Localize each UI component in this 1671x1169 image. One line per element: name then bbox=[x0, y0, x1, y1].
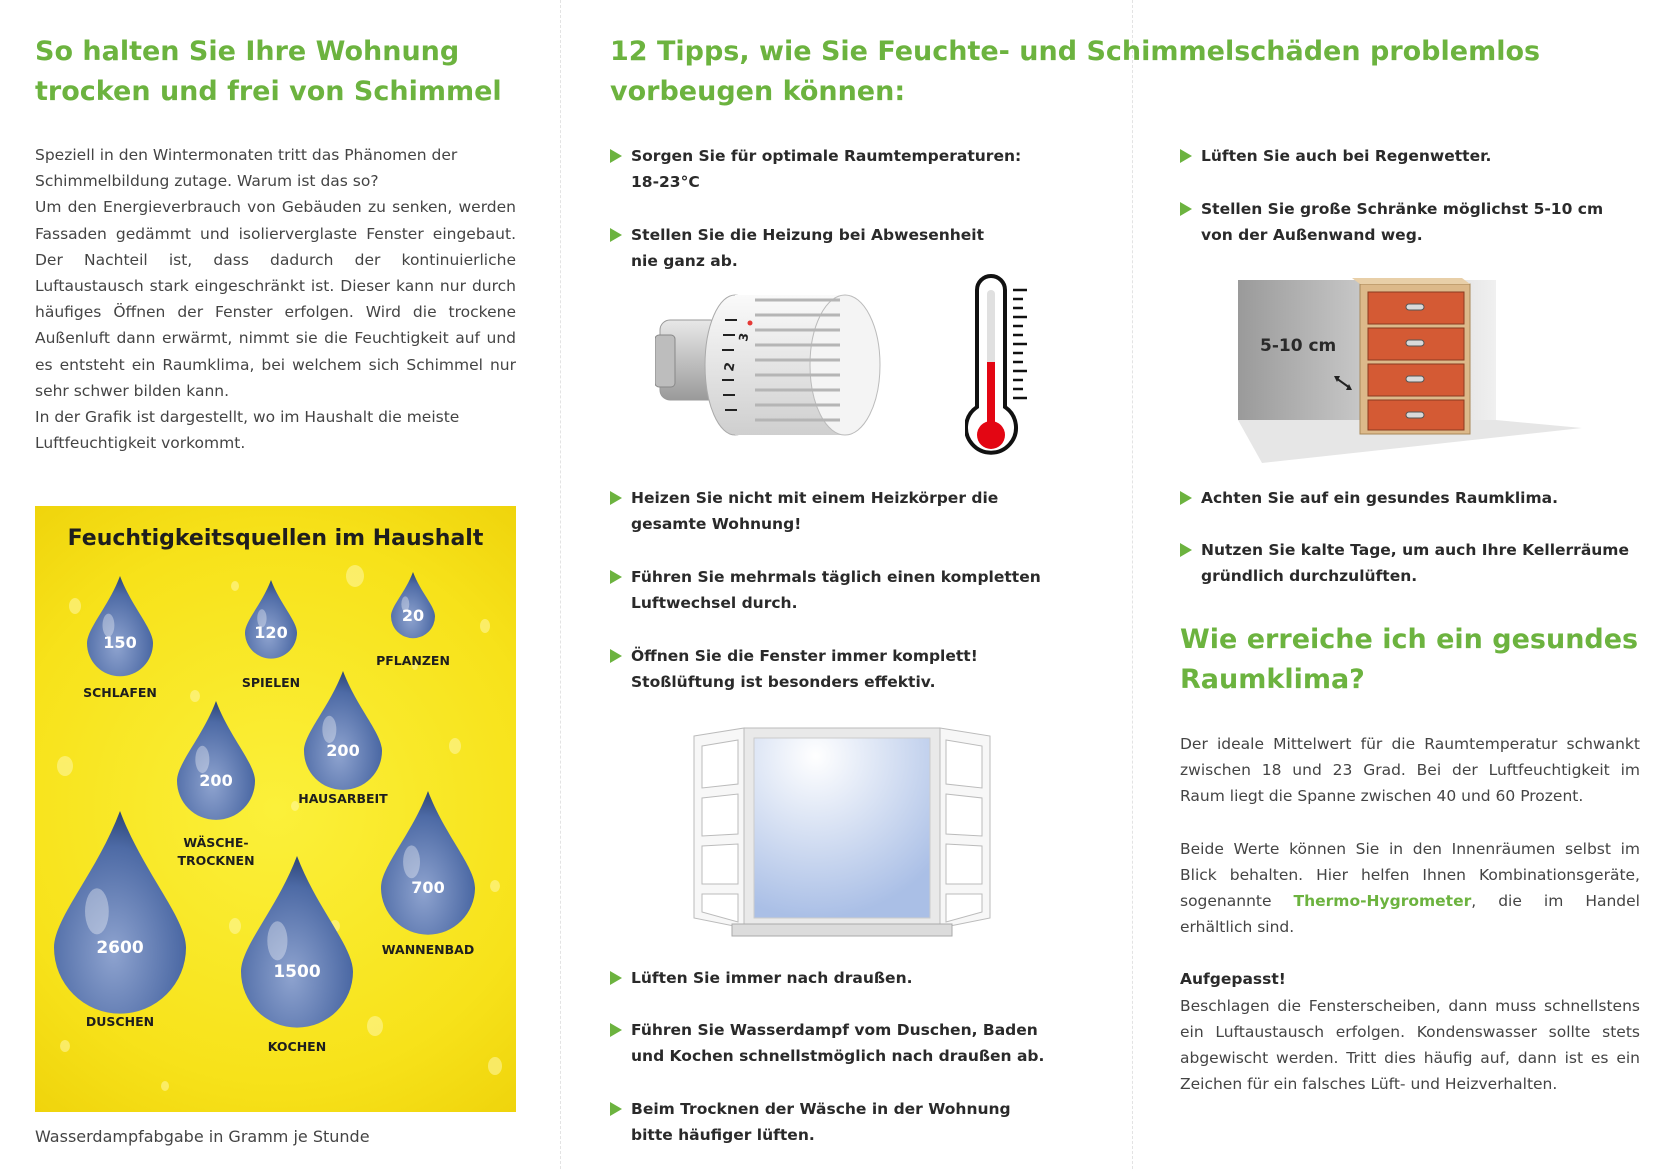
tip-text: Führen Sie Wasserdampf vom Duschen, Baden und Kochen schnellstmöglich nach draußen ab. bbox=[631, 1021, 1045, 1065]
drop-value: 200 bbox=[326, 740, 360, 760]
climate-text bbox=[1180, 731, 1640, 1097]
tip-text: Stellen Sie die Heizung bei Abwesenheit nie ganz ab. bbox=[631, 226, 985, 270]
water-drop-icon bbox=[52, 811, 188, 1016]
drop-label: HAUSARBEIT bbox=[298, 791, 388, 806]
water-drop bbox=[85, 576, 155, 678]
drop-value: 2600 bbox=[96, 937, 144, 958]
intro-text bbox=[35, 142, 516, 456]
water-drop bbox=[52, 811, 188, 1016]
tip-text: Heizen Sie nicht mit einem Heizkörper die gesamte Wohnung! bbox=[631, 489, 999, 533]
water-drop bbox=[379, 791, 477, 937]
drop-label: SPIELEN bbox=[241, 675, 301, 690]
bullet-arrow-icon bbox=[1180, 543, 1192, 557]
tip-text: Beim Trocknen der Wäsche in der Wohnung bitte häufiger lüften. bbox=[631, 1100, 1011, 1144]
tip-6 bbox=[610, 965, 1040, 991]
climate-paragraph-2-start: Beide Werte können Sie in den Innenräumen selbst im Blick behalten. Hier helfen Ihnen Kombinationsgeräte, sogenannte bbox=[1180, 839, 1640, 911]
tip-2 bbox=[610, 222, 1010, 274]
thermo-hygrometer-highlight: Thermo-Hygrometer bbox=[1293, 892, 1472, 911]
attention-title: Aufgepasst! bbox=[1180, 970, 1286, 989]
water-drop-icon bbox=[243, 580, 299, 661]
tip-5 bbox=[610, 643, 1040, 695]
bullet-arrow-icon bbox=[610, 228, 622, 242]
water-drop-icon bbox=[379, 791, 477, 937]
drop-value: 1500 bbox=[273, 961, 321, 982]
tip-11 bbox=[1180, 485, 1640, 511]
bullet-arrow-icon bbox=[1180, 202, 1192, 216]
climate-paragraph-2 bbox=[1180, 836, 1640, 941]
tips-heading: 12 Tipps, wie Sie Feuchte- und Schimmelschäden problemlos vorbeugen können: bbox=[610, 36, 1541, 107]
bullet-arrow-icon bbox=[610, 149, 622, 163]
tip-8 bbox=[610, 1096, 1040, 1148]
drop-label: WANNENBAD bbox=[381, 942, 475, 957]
tip-text: Achten Sie auf ein gesundes Raumklima. bbox=[1201, 489, 1558, 507]
tip-text: Lüften Sie immer nach draußen. bbox=[631, 969, 913, 987]
tip-7 bbox=[610, 1017, 1060, 1069]
cabinet-distance-illustration bbox=[1230, 278, 1590, 463]
water-drop bbox=[243, 580, 299, 661]
bullet-arrow-icon bbox=[1180, 149, 1192, 163]
bullet-arrow-icon bbox=[1180, 491, 1192, 505]
tip-text: Sorgen Sie für optimale Raumtemperaturen: 18-23°C bbox=[631, 147, 1022, 191]
climate-paragraph-1: Der ideale Mittelwert für die Raumtemperatur schwankt zwischen 18 und 23 Grad. Bei der Luftfeuchtigkeit im Raum liegt die Spanne zwischen 40 und 60 Prozent. bbox=[1180, 735, 1640, 806]
column-divider-right bbox=[1132, 0, 1133, 1169]
drop-value: 20 bbox=[401, 606, 425, 626]
tip-4 bbox=[610, 564, 1060, 616]
water-drop bbox=[175, 701, 257, 822]
attention-text: Beschlagen die Fensterscheiben, dann muss schnellstens ein Luftaustausch erfolgen. Kondenswasser sollte stets abgewischt werden. Tritt dies häufig auf, dann ist es ein Zeichen für ein falsches Lüft- und Heizverhalten. bbox=[1180, 996, 1640, 1094]
thermostat-mark-3: 3 bbox=[736, 331, 752, 343]
thermometer-illustration bbox=[965, 272, 1035, 467]
water-drop-icon bbox=[175, 701, 257, 822]
cabinet-distance-label: 5-10 cm bbox=[1260, 336, 1337, 356]
water-drop-icon bbox=[239, 856, 355, 1030]
poster-caption: Wasserdampfabgabe in Gramm je Stunde bbox=[35, 1127, 370, 1146]
tip-9 bbox=[1180, 143, 1640, 169]
drop-value: 700 bbox=[411, 877, 445, 897]
left-heading: So halten Sie Ihre Wohnung trocken und frei von Schimmel bbox=[35, 36, 502, 107]
drop-value: 200 bbox=[199, 770, 233, 790]
column-divider-left bbox=[560, 0, 561, 1169]
water-drop bbox=[302, 671, 384, 792]
tip-text: Führen Sie mehrmals täglich einen kompletten Luftwechsel durch. bbox=[631, 568, 1041, 612]
bullet-arrow-icon bbox=[610, 971, 622, 985]
water-drop bbox=[239, 856, 355, 1030]
drop-label: KOCHEN bbox=[267, 1039, 327, 1054]
drop-label: PFLANZEN bbox=[376, 653, 450, 668]
poster-title: Feuchtigkeitsquellen im Haushalt bbox=[67, 526, 484, 551]
bullet-arrow-icon bbox=[610, 570, 622, 584]
bullet-arrow-icon bbox=[610, 1023, 622, 1037]
tip-10 bbox=[1180, 196, 1630, 248]
thermostat-valve-illustration bbox=[655, 290, 885, 460]
moisture-sources-poster bbox=[35, 506, 516, 1112]
tip-3 bbox=[610, 485, 1040, 537]
drop-label: SCHLAFEN bbox=[83, 685, 157, 700]
intro-paragraph-3: In der Grafik ist dargestellt, wo im Haushalt die meiste Luftfeuchtigkeit vorkommt. bbox=[35, 408, 460, 453]
tip-text: Öffnen Sie die Fenster immer komplett! Stoßlüftung ist besonders effektiv. bbox=[631, 647, 978, 691]
climate-paragraph-2-end: , die im Handel erhältlich sind. bbox=[1180, 892, 1640, 937]
water-drop-icon bbox=[85, 576, 155, 678]
thermostat-mark-2: 2 bbox=[722, 361, 739, 373]
intro-paragraph-1: Speziell in den Wintermonaten tritt das Phänomen der Schimmelbildung zutage. Warum ist das so? bbox=[35, 146, 458, 191]
tip-12 bbox=[1180, 537, 1640, 589]
drop-value: 120 bbox=[254, 622, 288, 642]
tip-text: Lüften Sie auch bei Regenwetter. bbox=[1201, 147, 1492, 165]
drop-label: DUSCHEN bbox=[85, 1014, 155, 1029]
drop-label: WÄSCHE- TROCKNEN bbox=[177, 835, 255, 868]
tip-text: Nutzen Sie kalte Tage, um auch Ihre Kellerräume gründlich durchzulüften. bbox=[1201, 541, 1629, 585]
bullet-arrow-icon bbox=[610, 491, 622, 505]
tip-text: Stellen Sie große Schränke möglichst 5-10 cm von der Außenwand weg. bbox=[1201, 200, 1604, 244]
intro-paragraph-2: Um den Energieverbrauch von Gebäuden zu senken, werden Fassaden gedämmt und isolierverglaste Fenster eingebaut. Der Nachteil ist, dass dadurch der kontinuierliche Luftaustausch stark eingeschränkt ist. Dieser kann nur durch häufiges Öffnen der Fenster erfolgen. Wird die trockene Außenluft dann erwärmt, nimmt sie die Feuchtigkeit auf und es entsteht ein Raumklima, bei welchem sich Schimmel nur sehr schwer bilden kann. bbox=[35, 198, 516, 400]
open-window-illustration bbox=[692, 726, 992, 941]
tip-1 bbox=[610, 143, 1040, 195]
climate-heading: Wie erreiche ich ein gesundes Raumklima? bbox=[1180, 624, 1639, 695]
bullet-arrow-icon bbox=[610, 649, 622, 663]
bullet-arrow-icon bbox=[610, 1102, 622, 1116]
drop-value: 150 bbox=[103, 633, 137, 653]
water-drop-icon bbox=[302, 671, 384, 792]
